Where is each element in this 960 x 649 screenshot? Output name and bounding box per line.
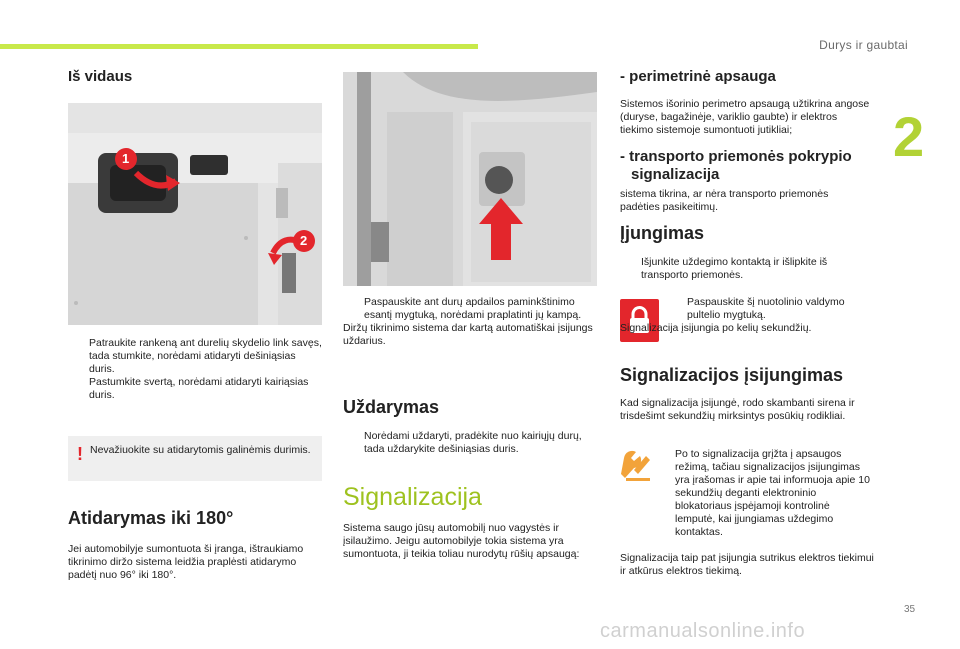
padlock-icon — [620, 299, 659, 342]
button-instructions — [343, 296, 597, 348]
list-item: Paspauskite ant durų apdailos paminkštinimo esantį mygtuką, norėdami praplatinti jų kampą. — [364, 296, 582, 321]
ignition-instruction — [620, 256, 874, 282]
paragraph-alarm-intro: Sistema saugo jūsų automobilį nuo vagystės ir įsilaužimo. Jeigu automobilyje tokia sistema yra sumontuota, ji teikia toliau nurodytų rūšių apsaugą: — [343, 522, 580, 560]
heading-switch-on: Įjungimas — [620, 223, 705, 243]
paragraph-remote-delay: Signalizacija įsijungia po kelių sekundžių. — [620, 322, 812, 334]
warning-box — [68, 436, 322, 481]
watermark: carmanualsonline.info — [600, 620, 806, 642]
door-button-illustration — [343, 72, 597, 286]
image-label-2: 2 — [300, 233, 308, 248]
list-item: Pastumkite svertą, norėdami atidaryti kairiąsias duris. — [89, 376, 309, 401]
heading-alarm: Signalizacija — [343, 483, 482, 511]
list-item: Norėdami uždaryti, pradėkite nuo kairiųjų durų, tada uždarykite dešiniąsias duris. — [364, 430, 582, 455]
paragraph-180: Jei automobilyje sumontuota ši įranga, ištraukiamo tikrinimo diržo sistema leidžia praplėsti atidarymo padėtį nuo 96° iki 180°. — [68, 543, 304, 581]
warning-icon: ! — [77, 444, 83, 464]
header-accent-bar — [0, 44, 478, 49]
door-illustration — [68, 103, 322, 325]
wrench-screwdriver-icon — [620, 448, 654, 490]
paragraph-tilt: sistema tikrina, ar nėra transporto priemonės padėties pasikeitimų. — [620, 188, 829, 213]
page-number: 35 — [904, 604, 916, 615]
opening-instructions — [68, 337, 322, 402]
chapter-number: 2 — [893, 105, 925, 168]
closing-instructions — [343, 430, 597, 456]
list-item: Patraukite rankeną ant durelių skydelio link savęs, tada stumkite, norėdami atidaryti dešiniąsias duris. — [89, 337, 322, 375]
heading-from-inside: Iš vidaus — [68, 68, 133, 85]
heading-open-180: Atidarymas iki 180° — [68, 508, 234, 528]
tool-icon — [620, 448, 654, 490]
lock-button-icon — [620, 299, 659, 342]
paragraph-auto-reengage: Diržų tikrinimo sistema dar kartą automatiškai įsijungs uždarius. — [343, 322, 593, 347]
heading-alarm-activation: Signalizacijos įsijungimas — [620, 365, 844, 385]
warning-text: Nevažiuokite su atidarytomis galinėmis durimis. — [90, 444, 311, 456]
list-item: Paspauskite šį nuotolinio valdymo pultelio mygtuką. — [687, 296, 845, 321]
paragraph-alarm-activation: Kad signalizacija įsijungė, rodo skambanti sirena ir trisdešimt sekundžių mirksintys posūkių rodikliai. — [620, 397, 855, 422]
heading-closing: Uždarymas — [343, 397, 440, 417]
paragraph-power-failure: Signalizacija taip pat įsijungia sutrikus elektros tiekimui ir atkūrus elektros tiekimą. — [620, 552, 874, 577]
section-title: Durys ir gaubtai — [819, 38, 908, 52]
tool-note-text: Po to signalizacija grįžta į apsaugos režimą, tačiau signalizacijos įsijungimas yra įrašomas ir apie tai informuoja apie 10 sekundžių deganti elektroninio blokatoriaus įspėjamoji kontrolinė lemputė, kai įjungiamas uždegimo kontaktas. — [675, 448, 870, 538]
door-button-image — [343, 72, 597, 286]
remote-instruction — [666, 296, 872, 322]
heading-tilt: - transporto priemonės pokrypio signalizacija — [620, 148, 852, 183]
image-label-1: 1 — [122, 151, 130, 166]
door-interior-image — [68, 103, 322, 325]
heading-perimeter: - perimetrinė apsauga — [620, 68, 776, 85]
paragraph-perimeter: Sistemos išorinio perimetro apsaugą užtikrina angose (duryse, bagažinėje, variklio gaubte) ir elektros tiekimo sistemoje sumontuoti jutikliai; — [620, 98, 870, 136]
list-item: Išjunkite uždegimo kontaktą ir išlipkite iš transporto priemonės. — [641, 256, 828, 281]
